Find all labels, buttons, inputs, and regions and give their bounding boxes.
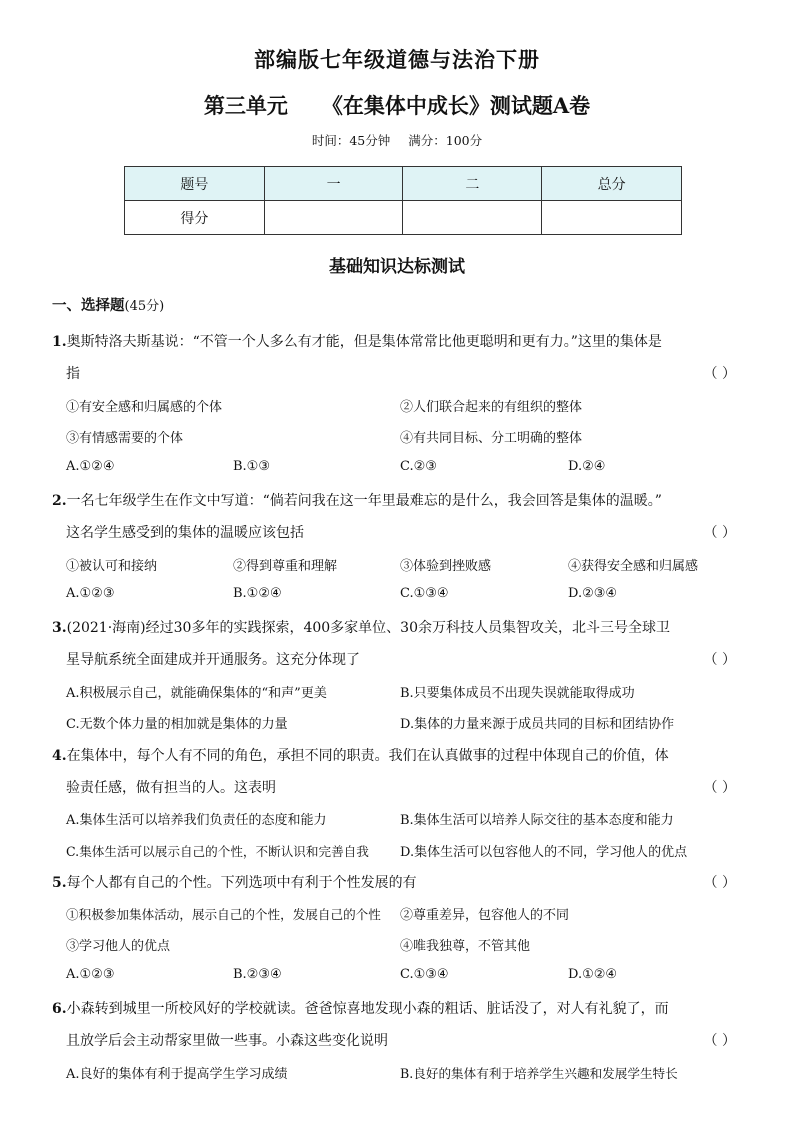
part-title xyxy=(52,294,164,315)
document-subtitle xyxy=(0,90,794,120)
answer-option[interactable]: A.①②③ xyxy=(66,586,115,601)
answer-option[interactable]: C.①③④ xyxy=(400,586,449,601)
statement-item: ②尊重差异，包容他人的不同 xyxy=(400,908,570,923)
statement-item: ②得到尊重和理解 xyxy=(233,559,338,574)
part-score: (45分) xyxy=(124,299,165,314)
statement-item: ④有共同目标、分工明确的整体 xyxy=(400,431,583,446)
answer-option[interactable]: A.良好的集体有利于提高学生学习成绩 xyxy=(66,1067,288,1082)
part-name: 一、选择题 xyxy=(52,297,125,314)
statement-item: ①积极参加集体活动，展示自己的个性，发展自己的个性 xyxy=(66,907,381,922)
test-title: 《在集体中成长》测试题A卷 xyxy=(321,93,591,118)
answer-option[interactable]: D.②③④ xyxy=(568,586,618,601)
full-score: 满分：100分 xyxy=(408,133,483,148)
answer-blank[interactable]: （ ） xyxy=(703,875,736,891)
answer-option[interactable]: B.①③ xyxy=(233,459,270,474)
answer-option[interactable]: B.集体生活可以培养人际交往的基本态度和能力 xyxy=(400,813,674,828)
answer-option[interactable]: B.②③④ xyxy=(233,967,282,982)
answer-option[interactable]: D.集体的力量来源于成员共同的目标和团结协作 xyxy=(400,717,675,732)
answer-blank[interactable]: （ ） xyxy=(703,525,736,541)
answer-option[interactable]: A.集体生活可以培养我们负责任的态度和能力 xyxy=(66,813,327,828)
answer-blank[interactable]: （ ） xyxy=(703,780,736,796)
question-number: 3. xyxy=(52,620,67,636)
question-text: 一名七年级学生在作文中写道：“倘若问我在这一年里最难忘的是什么，我会回答是集体的温暖。” xyxy=(66,493,662,509)
answer-option[interactable]: B.良好的集体有利于培养学生兴趣和发展学生特长 xyxy=(400,1066,678,1081)
answer-option[interactable]: B.只要集体成员不出现失误就能取得成功 xyxy=(400,686,635,701)
statement-item: ①被认可和接纳 xyxy=(66,559,158,574)
question-text-cont: 这名学生感受到的集体的温暖应该包括 xyxy=(66,525,304,541)
question-stem xyxy=(52,331,662,351)
question-text-cont: 且放学后会主动帮家里做一些事。小森这些变化说明 xyxy=(66,1033,388,1049)
question-stem xyxy=(52,490,662,510)
score-cell[interactable] xyxy=(264,201,403,235)
statement-item: ④获得安全感和归属感 xyxy=(568,559,699,574)
score-table-header: 总分 xyxy=(542,167,682,201)
answer-option[interactable]: C.②③ xyxy=(400,459,437,474)
statement-item: ②人们联合起来的有组织的整体 xyxy=(400,400,583,415)
question-stem xyxy=(52,872,417,892)
question-text-cont: 验责任感，做有担当的人。这表明 xyxy=(66,780,276,796)
score-table xyxy=(124,166,682,235)
score-table-header: 二 xyxy=(403,167,542,201)
question-stem xyxy=(52,617,670,637)
answer-option[interactable]: A.①②④ xyxy=(66,459,115,474)
score-table-header: 题号 xyxy=(125,167,265,201)
statement-item: ③体验到挫败感 xyxy=(400,559,492,574)
answer-blank[interactable]: （ ） xyxy=(703,652,736,668)
answer-option[interactable]: D.①②④ xyxy=(568,967,618,982)
section-title: 基础知识达标测试 xyxy=(329,257,465,277)
exam-meta xyxy=(0,131,794,149)
question-number: 5. xyxy=(52,875,67,891)
question-number: 1. xyxy=(52,334,67,350)
answer-option[interactable]: B.①②④ xyxy=(233,586,282,601)
question-text: 奥斯特洛夫斯基说：“不管一个人多么有才能，但是集体常常比他更聪明和更有力。”这里的集体是 xyxy=(66,334,662,350)
answer-option[interactable]: D.集体生活可以包容他人的不同，学习他人的优点 xyxy=(400,845,688,860)
question-text: 小森转到城里一所校风好的学校就读。爸爸惊喜地发现小森的粗话、脏话没了，对人有礼貌了，而 xyxy=(66,1001,669,1017)
score-cell[interactable] xyxy=(403,201,542,235)
answer-option[interactable]: C.集体生活可以展示自己的个性，不断认识和完善自我 xyxy=(66,844,369,859)
answer-option[interactable]: A.①②③ xyxy=(66,967,115,982)
answer-blank[interactable]: （ ） xyxy=(703,366,736,382)
question-text: 在集体中，每个人有不同的角色，承担不同的职责。我们在认真做事的过程中体现自己的价值，体 xyxy=(66,748,669,764)
statement-item: ④唯我独尊，不管其他 xyxy=(400,939,531,954)
answer-option[interactable]: A.积极展示自己，就能确保集体的“和声”更美 xyxy=(66,686,327,701)
question-number: 4. xyxy=(52,748,67,764)
question-number: 6. xyxy=(52,1001,67,1017)
question-stem xyxy=(52,998,669,1018)
statement-item: ①有安全感和归属感的个体 xyxy=(66,400,223,415)
question-text: 每个人都有自己的个性。下列选项中有利于个性发展的有 xyxy=(66,875,417,891)
question-text: (2021·海南)经过30多年的实践探索，400多家单位、30余万科技人员集智攻关，北斗三号全球卫 xyxy=(66,620,670,636)
answer-option[interactable]: D.②④ xyxy=(568,459,606,474)
document-title: 部编版七年级道德与法治下册 xyxy=(254,47,540,72)
question-stem xyxy=(52,745,669,765)
answer-option[interactable]: C.①③④ xyxy=(400,967,449,982)
question-number: 2. xyxy=(52,493,67,509)
score-row-label: 得分 xyxy=(125,201,265,235)
statement-item: ③有情感需要的个体 xyxy=(66,431,184,446)
question-text-cont: 指 xyxy=(66,366,80,382)
question-text-cont: 星导航系统全面建成并开通服务。这充分体现了 xyxy=(66,652,360,668)
score-cell[interactable] xyxy=(542,201,682,235)
score-table-header-row xyxy=(125,167,682,201)
time-limit: 时间：45分钟 xyxy=(311,133,391,148)
unit-label: 第三单元 xyxy=(203,93,288,118)
score-table-header: 一 xyxy=(264,167,403,201)
score-table-row xyxy=(125,201,682,235)
answer-blank[interactable]: （ ） xyxy=(703,1033,736,1049)
statement-item: ③学习他人的优点 xyxy=(66,939,171,954)
answer-option[interactable]: C.无数个体力量的相加就是集体的力量 xyxy=(66,717,288,732)
